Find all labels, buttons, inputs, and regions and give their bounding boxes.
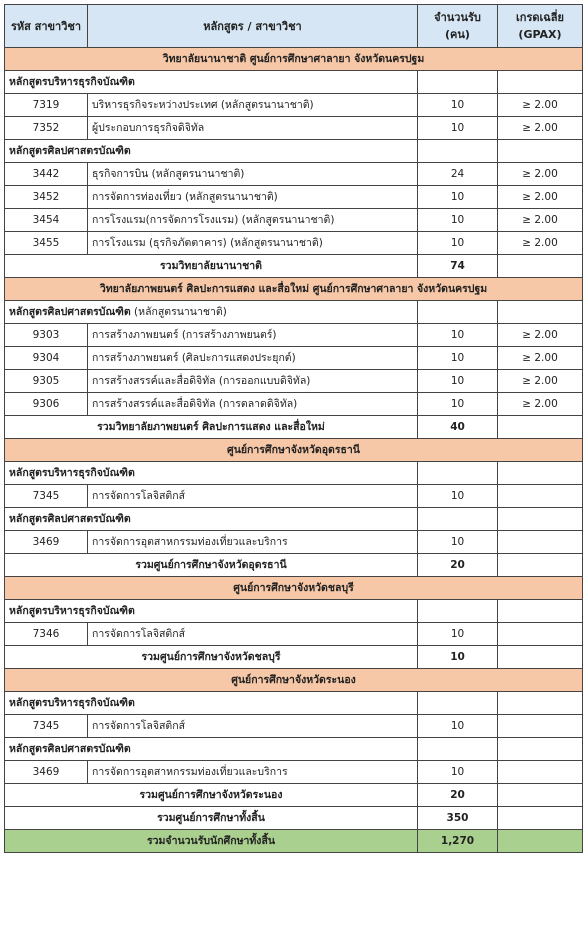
course-name: การจัดการท่องเที่ยว (หลักสูตรนานาชาติ): [88, 186, 418, 209]
program-suffix: (หลักสูตรนานาชาติ): [130, 306, 227, 318]
course-seats: 10: [418, 531, 498, 554]
header-seats: จำนวนรับ (คน): [418, 5, 498, 48]
course-gpax: ≥ 2.00: [498, 94, 583, 117]
course-gpax: ≥ 2.00: [498, 209, 583, 232]
subtotal-label: รวมวิทยาลัยนานาชาติ: [5, 255, 418, 278]
course-code: 9305: [5, 370, 88, 393]
section-title: วิทยาลัยนานาชาติ ศูนย์การศึกษาศาลายา จังหวัดนครปฐม: [5, 48, 583, 71]
admission-table-container: [4, 4, 583, 853]
subtotal-label: รวมศูนย์การศึกษาจังหวัดระนอง: [5, 784, 418, 807]
program-title: [5, 692, 418, 715]
table-row: [5, 370, 583, 393]
empty-cell: [418, 301, 498, 324]
course-code: 9306: [5, 393, 88, 416]
header-gpax: เกรดเฉลี่ย (GPAX): [498, 5, 583, 48]
course-name: การจัดการโลจิสติกส์: [88, 485, 418, 508]
course-code: 3469: [5, 761, 88, 784]
subtotal-label: รวมวิทยาลัยภาพยนตร์ ศิลปะการแสดง และสื่อใหม่: [5, 416, 418, 439]
course-seats: 10: [418, 370, 498, 393]
empty-cell: [418, 738, 498, 761]
subtotal-row: [5, 784, 583, 807]
section-title: ศูนย์การศึกษาจังหวัดชลบุรี: [5, 577, 583, 600]
program-row: [5, 600, 583, 623]
course-name: การสร้างภาพยนตร์ (การสร้างภาพยนตร์): [88, 324, 418, 347]
course-code: 7345: [5, 715, 88, 738]
admission-table: [4, 4, 583, 853]
subtotal-seats: 10: [418, 646, 498, 669]
course-seats: 10: [418, 347, 498, 370]
table-row: [5, 623, 583, 646]
table-row: [5, 186, 583, 209]
section-title: วิทยาลัยภาพยนตร์ ศิลปะการแสดง และสื่อใหม่ ศูนย์การศึกษาศาลายา จังหวัดนครปฐม: [5, 278, 583, 301]
course-code: 3452: [5, 186, 88, 209]
course-seats: 10: [418, 485, 498, 508]
course-gpax: ≥ 2.00: [498, 347, 583, 370]
subtotal-label: รวมศูนย์การศึกษาจังหวัดชลบุรี: [5, 646, 418, 669]
course-gpax: ≥ 2.00: [498, 370, 583, 393]
table-row: [5, 347, 583, 370]
course-seats: 10: [418, 209, 498, 232]
course-name: บริหารธุรกิจระหว่างประเทศ (หลักสูตรนานาชาติ): [88, 94, 418, 117]
section-row: [5, 577, 583, 600]
course-seats: 10: [418, 393, 498, 416]
program-row: [5, 301, 583, 324]
empty-cell: [418, 600, 498, 623]
program-row: [5, 738, 583, 761]
empty-cell: [498, 416, 583, 439]
course-gpax: ≥ 2.00: [498, 117, 583, 140]
course-gpax: [498, 623, 583, 646]
course-code: 3455: [5, 232, 88, 255]
program-row: [5, 692, 583, 715]
course-gpax: [498, 715, 583, 738]
program-name: หลักสูตรศิลปศาสตรบัณฑิต: [9, 513, 131, 525]
course-seats: 10: [418, 232, 498, 255]
table-row: [5, 393, 583, 416]
program-name: หลักสูตรบริหารธุรกิจบัณฑิต: [9, 697, 135, 709]
program-title: [5, 508, 418, 531]
table-row: [5, 324, 583, 347]
program-title: [5, 738, 418, 761]
course-code: 3442: [5, 163, 88, 186]
section-row: [5, 669, 583, 692]
course-code: 3454: [5, 209, 88, 232]
empty-cell: [418, 462, 498, 485]
subtotal-row: [5, 416, 583, 439]
subtotal-row: [5, 807, 583, 830]
subtotal-row: [5, 646, 583, 669]
section-row: [5, 48, 583, 71]
course-gpax: ≥ 2.00: [498, 324, 583, 347]
program-title: [5, 301, 418, 324]
subtotal-seats: 40: [418, 416, 498, 439]
course-seats: 10: [418, 186, 498, 209]
subtotal-label: รวมศูนย์การศึกษาจังหวัดอุดรธานี: [5, 554, 418, 577]
table-row: [5, 94, 583, 117]
course-name: ธุรกิจการบิน (หลักสูตรนานาชาติ): [88, 163, 418, 186]
course-gpax: ≥ 2.00: [498, 232, 583, 255]
course-gpax: [498, 761, 583, 784]
empty-cell: [498, 255, 583, 278]
course-seats: 10: [418, 715, 498, 738]
empty-cell: [498, 508, 583, 531]
program-row: [5, 71, 583, 94]
empty-cell: [498, 600, 583, 623]
grand-total-label: รวมจำนวนรับนักศึกษาทั้งสิ้น: [5, 830, 418, 853]
table-row: [5, 715, 583, 738]
course-gpax: [498, 531, 583, 554]
program-row: [5, 140, 583, 163]
course-code: 7352: [5, 117, 88, 140]
course-name: การสร้างสรรค์และสื่อดิจิทัล (การตลาดดิจิทัล): [88, 393, 418, 416]
table-row: [5, 117, 583, 140]
program-name: หลักสูตรบริหารธุรกิจบัณฑิต: [9, 76, 135, 88]
section-title: ศูนย์การศึกษาจังหวัดระนอง: [5, 669, 583, 692]
program-row: [5, 462, 583, 485]
empty-cell: [498, 554, 583, 577]
empty-cell: [418, 71, 498, 94]
course-gpax: ≥ 2.00: [498, 393, 583, 416]
course-seats: 10: [418, 623, 498, 646]
program-title: [5, 140, 418, 163]
empty-cell: [498, 807, 583, 830]
empty-cell: [498, 784, 583, 807]
program-name: หลักสูตรศิลปศาสตรบัณฑิต: [9, 145, 131, 157]
empty-cell: [498, 301, 583, 324]
course-name: ผู้ประกอบการธุรกิจดิจิทัล: [88, 117, 418, 140]
table-row: [5, 761, 583, 784]
course-code: 9304: [5, 347, 88, 370]
course-code: 9303: [5, 324, 88, 347]
section-row: [5, 439, 583, 462]
table-row: [5, 232, 583, 255]
course-seats: 10: [418, 94, 498, 117]
course-code: 7319: [5, 94, 88, 117]
course-name: การจัดการอุตสาหกรรมท่องเที่ยวและบริการ: [88, 531, 418, 554]
subtotal-seats: 20: [418, 784, 498, 807]
header-code: รหัส สาขาวิชา: [5, 5, 88, 48]
course-gpax: ≥ 2.00: [498, 186, 583, 209]
subtotal-label: รวมศูนย์การศึกษาทั้งสิ้น: [5, 807, 418, 830]
grand-total-row: [5, 830, 583, 853]
program-name: หลักสูตรศิลปศาสตรบัณฑิต: [9, 743, 131, 755]
program-title: [5, 462, 418, 485]
course-name: การจัดการโลจิสติกส์: [88, 715, 418, 738]
subtotal-seats: 20: [418, 554, 498, 577]
table-row: [5, 531, 583, 554]
table-row: [5, 163, 583, 186]
section-row: [5, 278, 583, 301]
course-code: 3469: [5, 531, 88, 554]
program-name: หลักสูตรบริหารธุรกิจบัณฑิต: [9, 467, 135, 479]
course-name: การจัดการอุตสาหกรรมท่องเที่ยวและบริการ: [88, 761, 418, 784]
course-name: การโรงแรม(การจัดการโรงแรม) (หลักสูตรนานาชาติ): [88, 209, 418, 232]
course-seats: 10: [418, 324, 498, 347]
section-title: ศูนย์การศึกษาจังหวัดอุดรธานี: [5, 439, 583, 462]
empty-cell: [498, 462, 583, 485]
grand-total-seats: 1,270: [418, 830, 498, 853]
admission-table-body: [5, 5, 583, 853]
course-gpax: ≥ 2.00: [498, 163, 583, 186]
course-seats: 24: [418, 163, 498, 186]
empty-cell: [418, 140, 498, 163]
table-row: [5, 485, 583, 508]
table-row: [5, 209, 583, 232]
subtotal-seats: 74: [418, 255, 498, 278]
empty-cell: [498, 830, 583, 853]
course-name: การจัดการโลจิสติกส์: [88, 623, 418, 646]
empty-cell: [498, 71, 583, 94]
empty-cell: [498, 692, 583, 715]
header-program: หลักสูตร / สาขาวิชา: [88, 5, 418, 48]
course-code: 7345: [5, 485, 88, 508]
empty-cell: [418, 508, 498, 531]
program-row: [5, 508, 583, 531]
subtotal-row: [5, 554, 583, 577]
course-gpax: [498, 485, 583, 508]
course-seats: 10: [418, 117, 498, 140]
course-name: การสร้างสรรค์และสื่อดิจิทัล (การออกแบบดิจิทัล): [88, 370, 418, 393]
empty-cell: [418, 692, 498, 715]
course-code: 7346: [5, 623, 88, 646]
program-title: [5, 71, 418, 94]
program-title: [5, 600, 418, 623]
subtotal-seats: 350: [418, 807, 498, 830]
program-name: หลักสูตรบริหารธุรกิจบัณฑิต: [9, 605, 135, 617]
empty-cell: [498, 646, 583, 669]
course-name: การโรงแรม (ธุรกิจภัตตาคาร) (หลักสูตรนานาชาติ): [88, 232, 418, 255]
empty-cell: [498, 738, 583, 761]
empty-cell: [498, 140, 583, 163]
course-name: การสร้างภาพยนตร์ (ศิลปะการแสดงประยุกต์): [88, 347, 418, 370]
table-header-row: [5, 5, 583, 48]
subtotal-row: [5, 255, 583, 278]
course-seats: 10: [418, 761, 498, 784]
program-name: หลักสูตรศิลปศาสตรบัณฑิต: [9, 306, 131, 318]
